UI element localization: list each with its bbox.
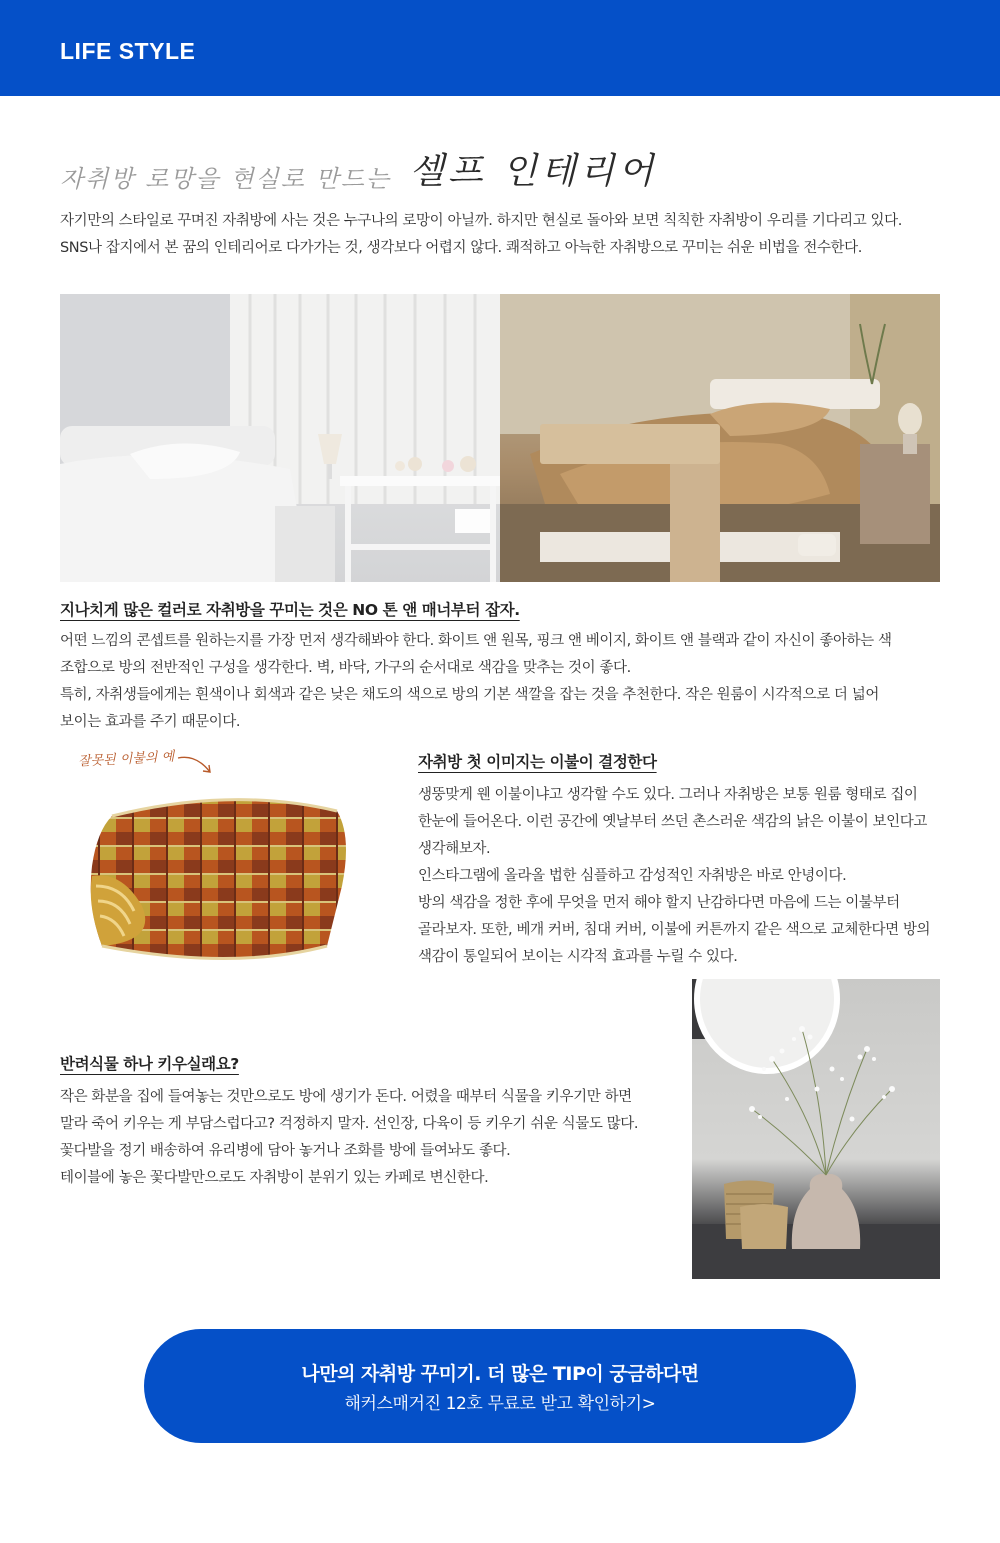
magazine-cta-button[interactable] [144, 1329, 856, 1443]
paragraph-line: 골라보자. 또한, 베개 커버, 침대 커버, 이불에 커튼까지 같은 색으로 교체한다면 방의 [418, 922, 931, 938]
category-label: LIFE STYLE [60, 38, 196, 64]
blanket-caption: 잘못된 이불의 예 [77, 749, 175, 770]
paragraph-line: 방의 색감을 정한 후에 무엇을 먼저 해야 할지 난감하다면 마음에 드는 이불부터 [418, 895, 900, 911]
paragraph-line: 테이블에 놓은 꽃다발만으로도 자취방이 분위기 있는 카페로 변신한다. [60, 1170, 489, 1186]
intro-paragraph [60, 208, 950, 262]
paragraph-line: 보이는 효과를 주기 때문이다. [60, 714, 241, 730]
article-title [60, 138, 657, 194]
bad-blanket-photo [82, 776, 382, 976]
title-main: 셀프 인테리어 [409, 151, 658, 192]
paragraph-line: 꽃다발을 정기 배송하여 유리병에 담아 놓거나 조화를 방에 들여놔도 좋다. [60, 1143, 511, 1159]
paragraph-line: 생각해보자. [418, 841, 491, 857]
paragraph-line: 인스타그램에 올라올 법한 심플하고 감성적인 자취방은 바로 안녕이다. [418, 868, 847, 884]
header-bar [0, 0, 1000, 96]
paragraph-line: 작은 화분을 집에 들여놓는 것만으로도 방에 생기가 돈다. 어렸을 때부터 식물을 키우기만 하면 [60, 1089, 632, 1105]
intro-line: SNS나 잡지에서 본 꿈의 인테리어로 다가가는 것, 생각보다 어렵지 않다. 쾌적하고 아늑한 자취방으로 꾸미는 쉬운 비법을 전수한다. [60, 240, 862, 256]
intro-line: 자기만의 스타일로 꾸며진 자취방에 사는 것은 누구나의 로망이 아닐까. 하지만 현실로 돌아와 보면 칙칙한 자취방이 우리를 기다리고 있다. [60, 213, 902, 229]
paragraph-line: 색감이 통일되어 보이는 시각적 효과를 누릴 수 있다. [418, 949, 738, 965]
section-body-tone [60, 628, 950, 736]
paragraph-line: 특히, 자취생들에게는 흰색이나 회색과 같은 낮은 채도의 색으로 방의 기본 색깔을 잡는 것을 추천한다. 작은 원룸이 시각적으로 더 넓어 [60, 687, 879, 703]
paragraph-line: 한눈에 들어온다. 이런 공간에 옛날부터 쓰던 촌스러운 색감의 낡은 이불이 보인다고 [418, 814, 927, 830]
section-body-plants [60, 1084, 690, 1192]
section-heading-tone: 지나치게 많은 컬러로 자취방을 꾸미는 것은 NO 톤 앤 매너부터 잡자. [60, 601, 520, 619]
title-subtitle: 자취방 로망을 현실로 만드는 [60, 165, 392, 193]
section-body-blanket [418, 782, 948, 971]
cta-headline: 나만의 자취방 꾸미기. 더 많은 TIP이 궁금하다면 [301, 1363, 699, 1385]
paragraph-line: 말라 죽어 키우는 게 부담스럽다고? 걱정하지 말자. 선인장, 다육이 등 키우기 쉬운 식물도 많다. [60, 1116, 639, 1132]
paragraph-line: 조합으로 방의 전반적인 구성을 생각한다. 벽, 바닥, 가구의 순서대로 색감을 맞추는 것이 좋다. [60, 660, 631, 676]
paragraph-line: 생뚱맞게 웬 이불이냐고 생각할 수도 있다. 그러나 자취방은 보통 원룸 형태로 집이 [418, 787, 918, 803]
section-heading-plants: 반려식물 하나 키우실래요? [60, 1055, 239, 1073]
beige-room-photo [500, 294, 940, 582]
section-heading-blanket: 자취방 첫 이미지는 이불이 결정한다 [418, 753, 657, 771]
flower-vase-photo [692, 979, 940, 1279]
white-room-photo [60, 294, 500, 582]
paragraph-line: 어떤 느낌의 콘셉트를 원하는지를 가장 먼저 생각해봐야 한다. 화이트 앤 원목, 핑크 앤 베이지, 화이트 앤 블랙과 같이 자신이 좋아하는 색 [60, 633, 892, 649]
cta-link-text: 해커스매거진 12호 무료로 받고 확인하기> [344, 1394, 656, 1414]
